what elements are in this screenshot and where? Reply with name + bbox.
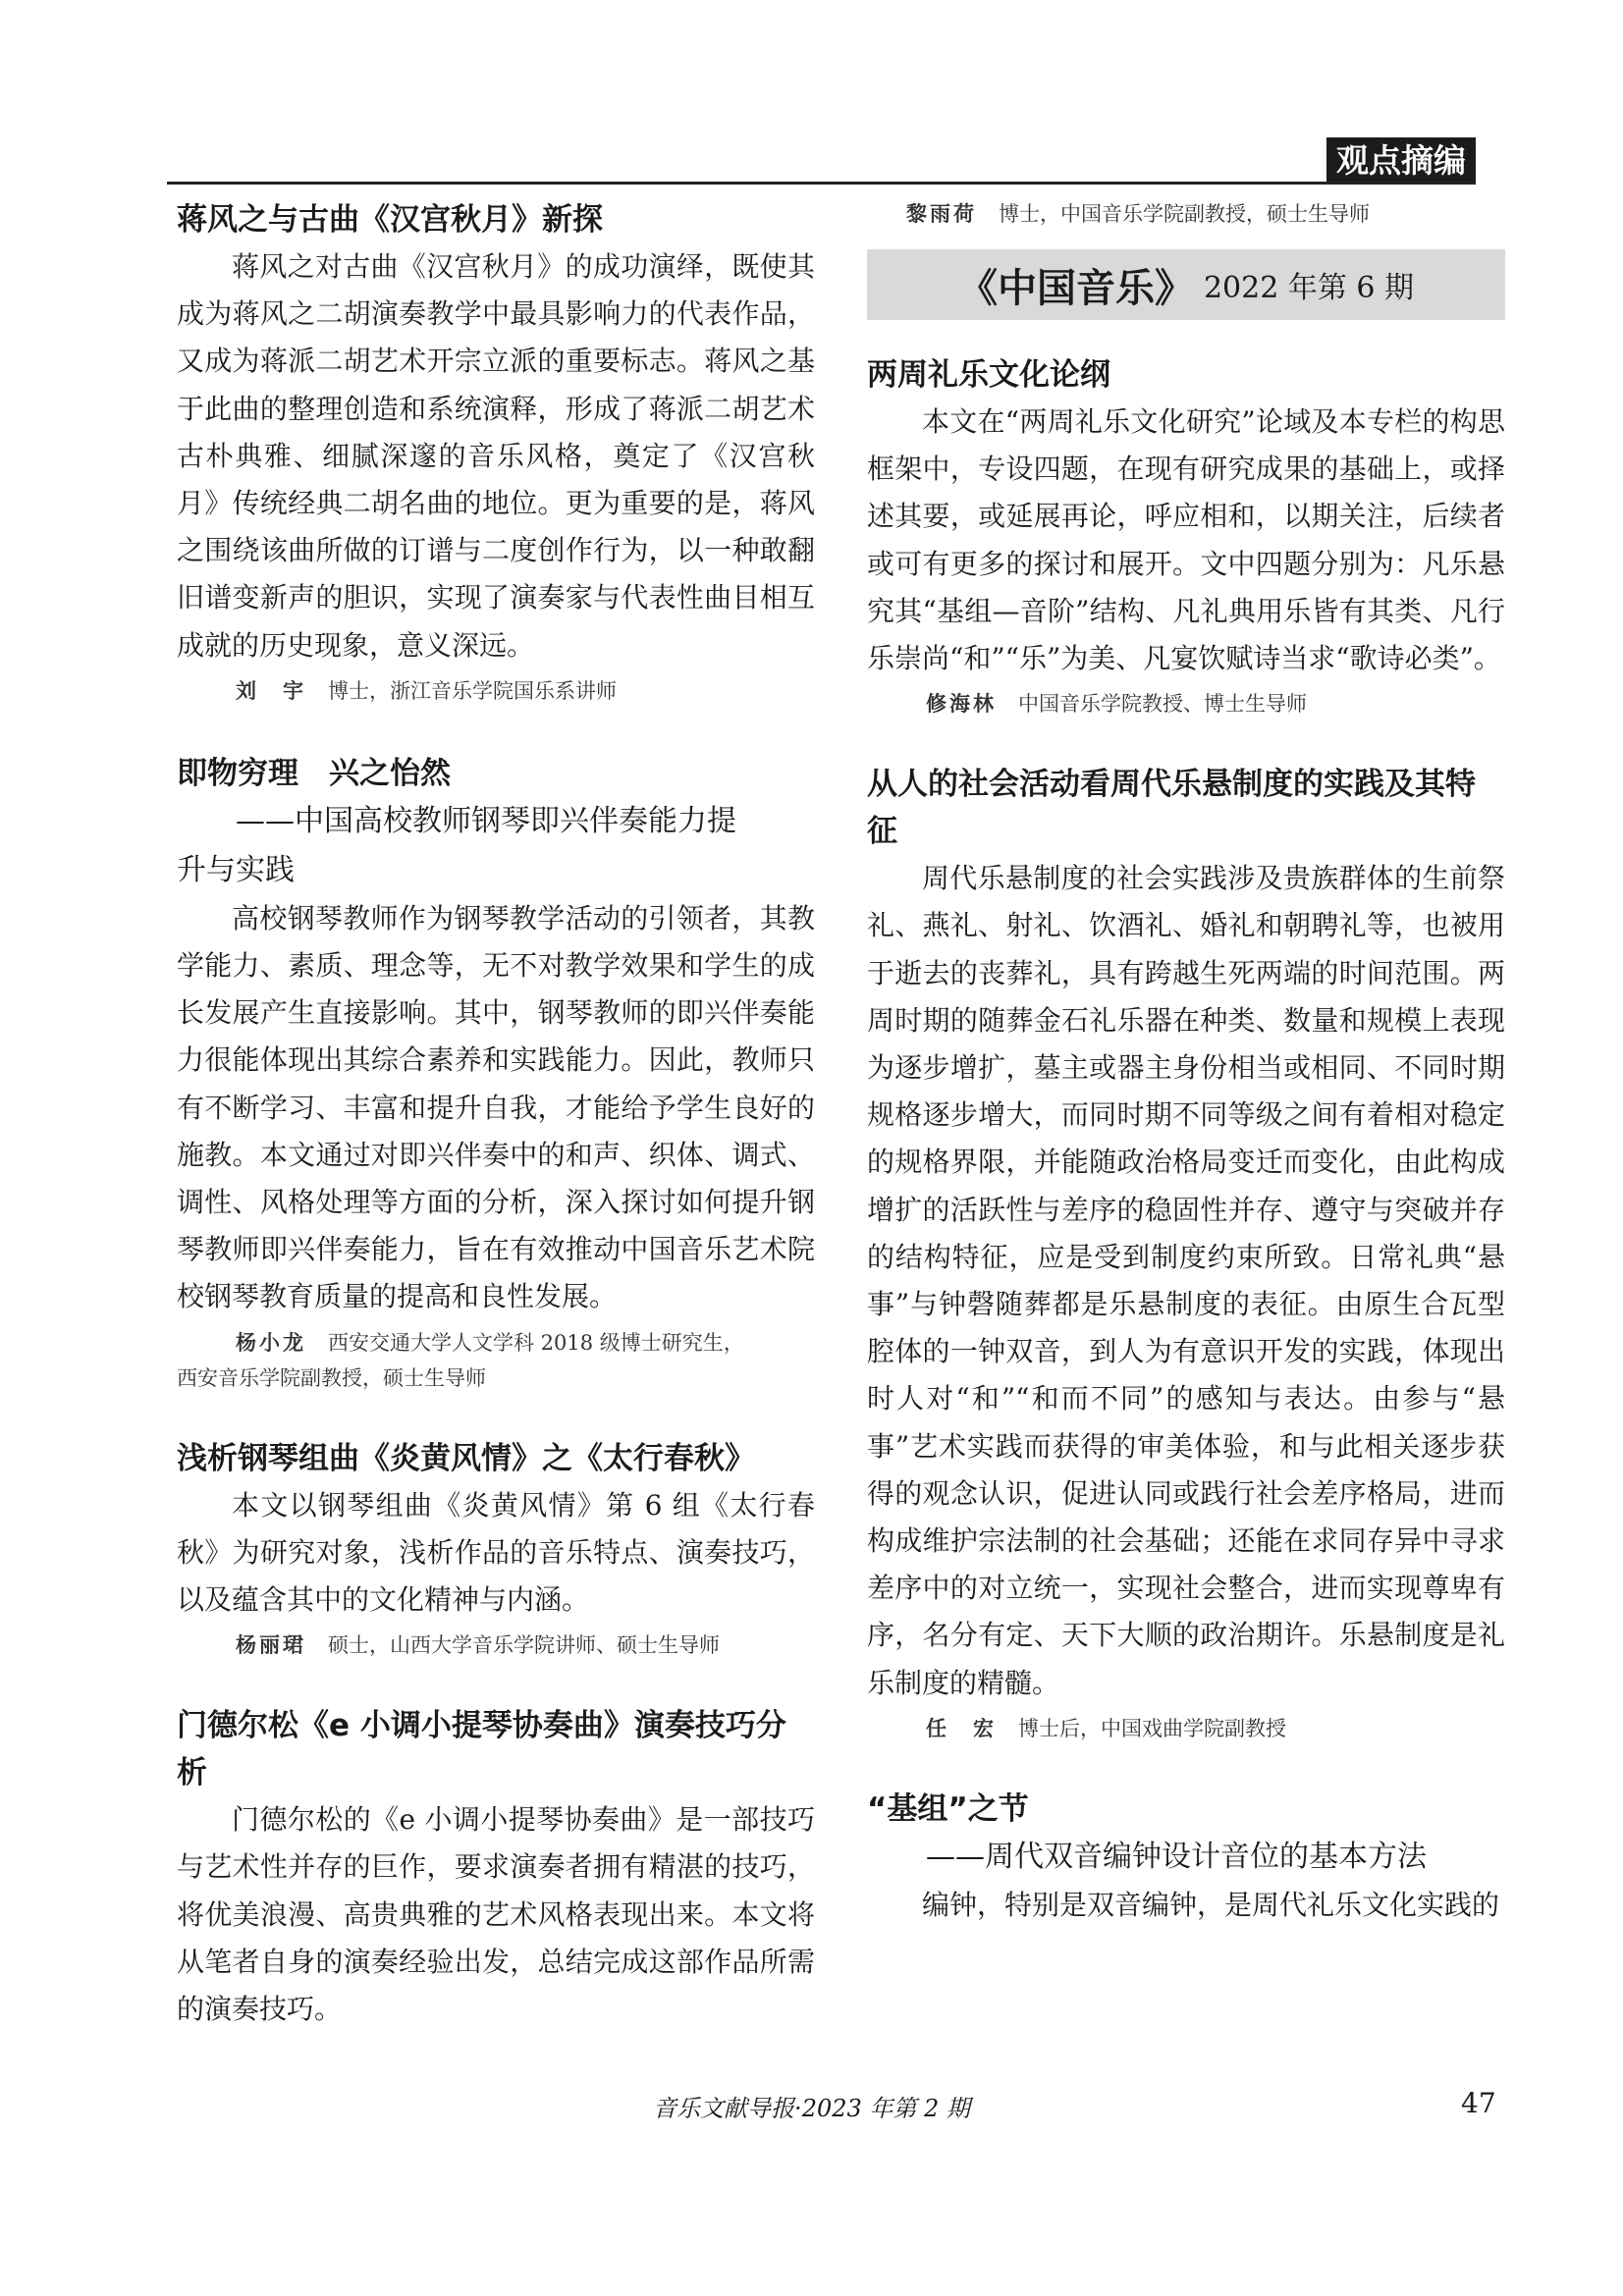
author-name: 杨小龙 — [236, 1330, 306, 1355]
article-abstract: 高校钢琴教师作为钢琴教学活动的引领者，其教学能力、素质、理念等，无不对教学效果和学生的成长发展产生直接影响。其中，钢琴教师的即兴伴奏能力很能体现出其综合素养和实践能力。因此，教师只有不断学习、丰富和提升自我，才能给予学生良好的施教。本文通过对即兴伴奏中的和声、织体、调式、调性、风格处理等方面的分析，深入探讨如何提升钢琴教师即兴伴奏能力，旨在有效推动中国音乐艺术院校钢琴教育质量的提高和良性发展。 — [177, 901, 815, 1313]
author-line — [867, 196, 1505, 232]
author-affiliation: 西安交通大学人文学科 2018 级博士研究生， — [328, 1330, 744, 1355]
footer-journal-line: 音乐文献导报·2023 年第 2 期 — [653, 2095, 970, 2122]
journal-banner — [867, 249, 1505, 320]
author-line — [867, 686, 1505, 721]
article-abstract: 本文以钢琴组曲《炎黄风情》第 6 组《太行春秋》为研究对象，浅析作品的音乐特点、演奏技巧，以及蕴含其中的文化精神与内涵。 — [177, 1488, 815, 1617]
article-title: 两周礼乐文化论纲 — [867, 357, 1110, 393]
journal-name: 《中国音乐》 — [957, 265, 1194, 311]
author-affiliation-cont: 西安音乐学院副教授，硕士生导师 — [177, 1365, 486, 1390]
author-name: 刘 宇 — [236, 678, 306, 703]
header-rule — [167, 182, 1473, 185]
author-name: 修海林 — [926, 692, 997, 717]
author-line — [867, 1711, 1505, 1746]
section-badge: 观点摘编 — [1326, 137, 1476, 185]
author-name: 杨丽珺 — [236, 1633, 306, 1658]
author-name: 黎雨荷 — [906, 202, 977, 226]
author-line — [177, 673, 815, 709]
article-subtitle: ——中国高校教师钢琴即兴伴奏能力提 — [236, 803, 736, 838]
article-subtitle-cont: 升与实践 — [177, 852, 295, 887]
article-abstract: 蒋风之对古曲《汉宫秋月》的成功演绎，既使其成为蒋风之二胡演奏教学中最具影响力的代表作品，又成为蒋派二胡艺术开宗立派的重要标志。蒋风之基于此曲的整理创造和系统演释，形成了蒋派二胡艺术古朴典雅、细腻深邃的音乐风格，奠定了《汉宫秋月》传统经典二胡名曲的地位。更为重要的是，蒋风之围绕该曲所做的订谱与二度创作行为，以一种敢翻旧谱变新声的胆识，实现了演奏家与代表性曲目相互成就的历史现象，意义深远。 — [177, 250, 815, 662]
article-3 — [177, 1435, 815, 1664]
article-title: 即物穷理 兴之怡然 — [177, 755, 451, 791]
author-affiliation: 中国音乐学院教授、博士生导师 — [1018, 692, 1307, 717]
article-2 — [177, 750, 815, 1396]
article-title: 浅析钢琴组曲《炎黄风情》之《太行春秋》 — [177, 1440, 755, 1476]
journal-issue: 2022 年第 6 期 — [1203, 271, 1415, 305]
article-4 — [177, 1702, 815, 2033]
article-abstract: 门德尔松的《e 小调小提琴协奏曲》是一部技巧与艺术性并存的巨作，要求演奏者拥有精湛的技巧，将优美浪漫、高贵典雅的艺术风格表现出来。本文将从笔者自身的演奏经验出发，总结完成这部作品所需的演奏技巧。 — [177, 1803, 815, 2026]
page-number: 47 — [1461, 2087, 1496, 2119]
article-abstract: 本文在“两周礼乐文化研究”论域及本专栏的构思框架中，专设四题，在现有研究成果的基础上，或择述其要，或延展再论，呼应相和，以期关注，后续者或可有更多的探讨和展开。文中四题分别为：凡乐悬究其“基组—音阶”结构、凡礼典用乐皆有其类、凡行乐崇尚“和”“乐”为美、凡宴饮赋诗当求“歌诗必类”。 — [867, 405, 1505, 675]
article-title: 从人的社会活动看周代乐悬制度的实践及其特征 — [867, 767, 1476, 850]
article-5 — [867, 351, 1505, 721]
article-subtitle: ——周代双音编钟设计音位的基本方法 — [926, 1839, 1427, 1874]
article-title: “基组”之节 — [867, 1790, 1029, 1827]
left-column — [177, 187, 815, 2033]
article-title: 门德尔松《e 小调小提琴协奏曲》演奏技巧分析 — [177, 1708, 786, 1791]
author-affiliation: 硕士，山西大学音乐学院讲师、硕士生导师 — [328, 1633, 720, 1658]
author-name: 任 宏 — [926, 1716, 997, 1740]
article-1 — [177, 196, 815, 709]
right-column — [867, 187, 1505, 1929]
author-affiliation: 博士，中国音乐学院副教授，硕士生导师 — [999, 202, 1370, 226]
author-affiliation: 博士后，中国戏曲学院副教授 — [1018, 1716, 1286, 1740]
author-line — [177, 1325, 815, 1361]
article-7 — [867, 1786, 1505, 1929]
article-abstract: 周代乐悬制度的社会实践涉及贵族群体的生前祭礼、燕礼、射礼、饮酒礼、婚礼和朝聘礼等，也被用于逝去的丧葬礼，具有跨越生死两端的时间范围。两周时期的随葬金石礼乐器在种类、数量和规模上表现为逐步增扩，墓主或器主身份相当或相同、不同时期规格逐步增大，而同时期不同等级之间有着相对稳定的规格界限，并能随政治格局变迁而变化，由此构成增扩的活跃性与差序的稳固性并存、遵守与突破并存的结构特征，应是受到制度约束所致。日常礼典“悬事”与钟磬随葬都是乐悬制度的表征。由原生合瓦型腔体的一钟双音，到人为有意识开发的实践，体现出时人对“和”“和而不同”的感知与表达。由参与“悬事”艺术实践而获得的审美体验，和与此相关逐步获得的观念认识，促进认同或践行社会差序格局，进而构成维护宗法制的社会基础；还能在求同存异中寻求差序中的对立统一，实现社会整合，进而实现尊卑有序，名分有定、天下大顺的政治期许。乐悬制度是礼乐制度的精髓。 — [867, 862, 1505, 1699]
article-6 — [867, 761, 1505, 1746]
article-title: 蒋风之与古曲《汉宫秋月》新探 — [177, 202, 603, 238]
article-abstract: 编钟，特别是双音编钟，是周代礼乐文化实践的 — [922, 1888, 1500, 1921]
author-affiliation: 博士，浙江音乐学院国乐系讲师 — [328, 678, 617, 703]
author-line — [177, 1628, 815, 1663]
